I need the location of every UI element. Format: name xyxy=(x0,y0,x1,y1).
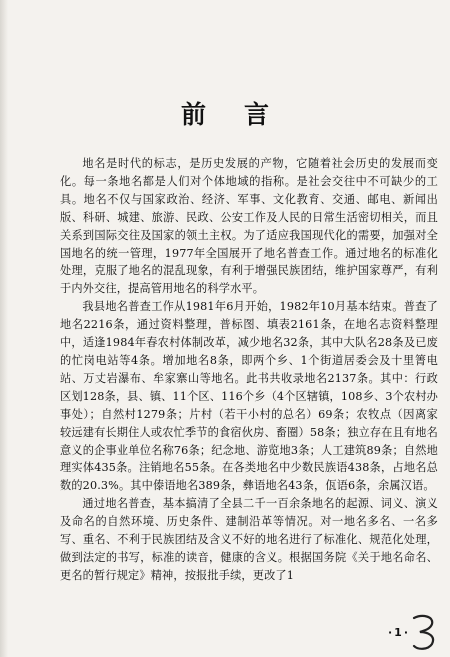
paragraph-3: 通过地名普查，基本搞清了全县二千一百余条地名的起源、词义、演义及命名的自然环境、历史条件、建制沿革等情况。对一地名多名、一名多写、重名、不利于民族团结及含义不好的地名进行了标准化、规范化处理，做到法定的书写，标准的读音，健康的含义。根据国务院《关于地名命名、更名的暂行规定》精神，按报批手续，更改了1 xyxy=(60,497,438,582)
paragraph-1: 地名是时代的标志，是历史发展的产物，它随着社会历史的发展而变化。每一条地名都是人们对个体地域的指称。是社会交往中不可缺少的工具。地名不仅与国家政治、经济、军事、文化教育、交通、邮电、新闻出版、科研、城建、旅游、民政、公安工作及人民的日常生活密切相关，而且关系到国际交往及国家的领土主权。为了适应我国现代化的需要，加强对全国地名的统一管理，1977年全国展开了地名普查工作。通过地名的标准化处理，克服了地名的混乱现象，有利于增强民族团结，维护国家尊严，有利于内外交往，提高管用地名的科学水平。 xyxy=(60,157,438,296)
body-text xyxy=(60,155,438,585)
handwritten-mark-icon xyxy=(408,612,440,652)
paragraph-2: 我县地名普查工作从1981年6月开始，1982年10月基本结束。普查了地名2216条，通过资料整理，普标图、填表2161条，在地名志资料整理中，适逢1984年春农村体制改革，减少地名32条，其中大队名28条及已废的忙岗电站等4条。增加地名8条，即两个乡、1个街道居委会及十里箐电站、万丈岩瀑布、牟家寨山等地名。此书共收录地名2137条。其中：行政区划128条，县、镇、11个区、116个乡（4个区辖镇，108乡、3个农村办事处）；自然村1279条；片村（若干小村的总名）69条；农牧点（因离家较远建有长期住人或农忙季节的食宿伙房、畜圈）58条；独立存在且有地名意义的企事业单位名称76条；纪念地、游览地3条；人工建筑89条；自然地理实体435条。注销地名55条。在各类地名中少数民族语438条，占地名总数的20.3%。其中傣语地名389条，彝语地名43条，佤语6条，余属汉语。 xyxy=(60,300,438,493)
page-number: ·1· xyxy=(388,626,411,639)
page-title: 前言 xyxy=(180,100,307,129)
